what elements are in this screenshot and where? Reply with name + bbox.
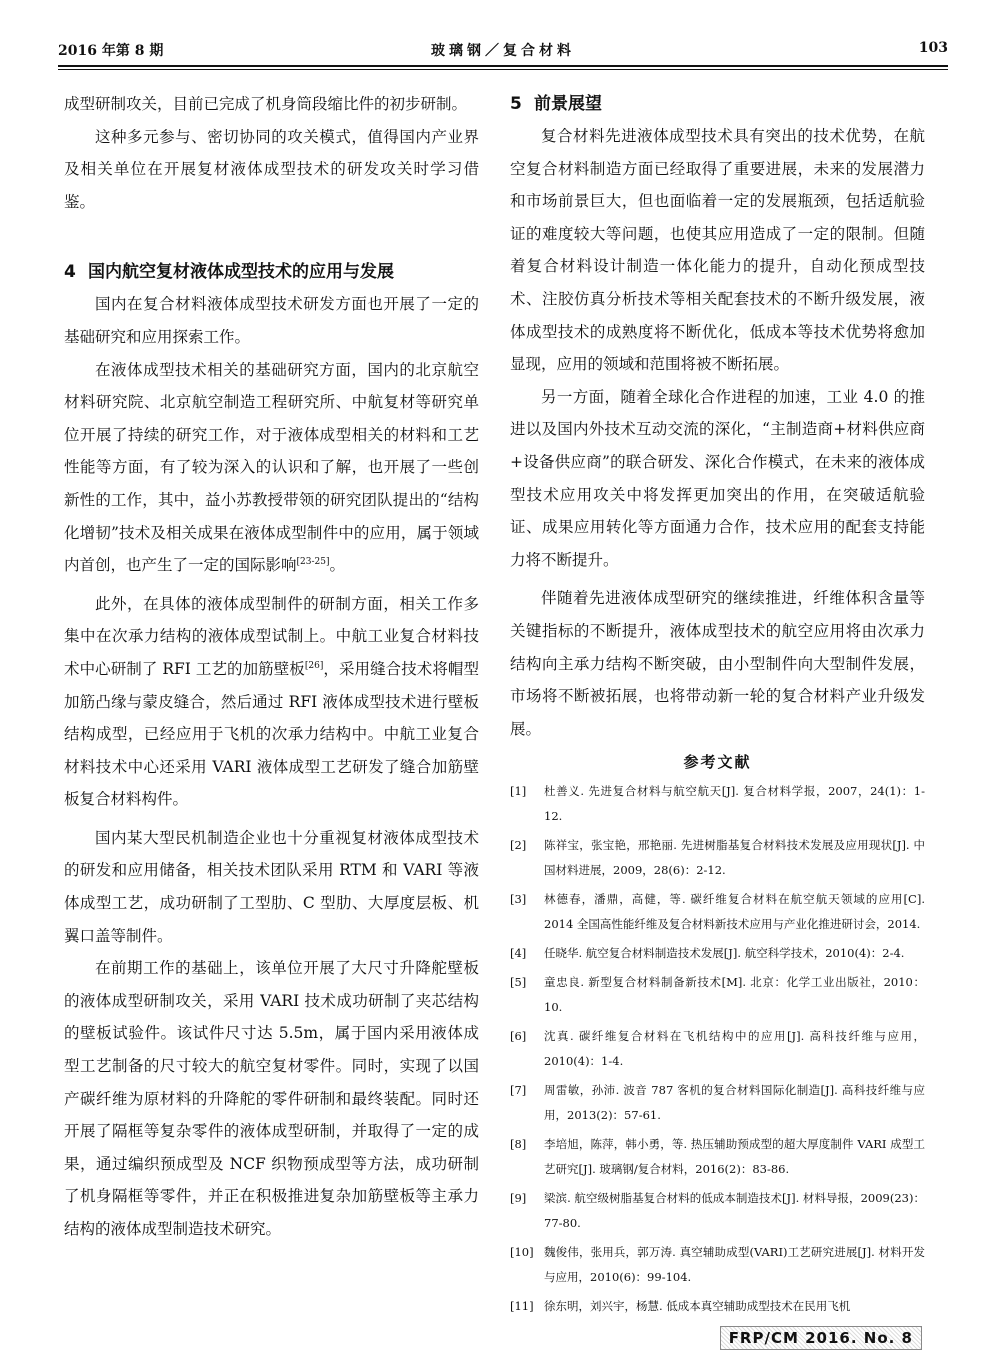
reference-item (510, 1294, 925, 1319)
reference-text: 李培旭，陈萍，韩小勇，等. 热压辅助预成型的超大厚度制件 VARI 成型工艺研究[J]. 玻璃钢/复合材料，2016(2)：83-86. (544, 1137, 925, 1177)
paragraph (64, 354, 479, 582)
section-title: 国内航空复材液体成型技术的应用与发展 (88, 262, 394, 283)
reference-text: 梁滨. 航空级树脂基复合材料的低成本制造技术[J]. 材料导报，2009(23)：77-80. (544, 1191, 925, 1231)
reference-text: 林德春，潘鼎，高健，等. 碳纤维复合材料在航空航天领域的应用[C]. 2014 全国高性能纤维及复合材料新技术应用与产业化推进研讨会，2014. (544, 892, 925, 932)
paragraph: 这种多元参与、密切协同的攻关模式，值得国内产业界及相关单位在开展复材液体成型技术的研发攻关时学习借鉴。 (64, 127, 479, 211)
paragraph: 成型研制攻关，目前已完成了机身筒段缩比件的初步研制。 (64, 95, 468, 113)
paragraph: 伴随着先进液体成型研究的继续推进，纤维体积含量等关键指标的不断提升，液体成型技术的航空应用将由次承力结构向主承力结构不断突破，由小型制件向大型制件发展，市场将不断被拓展，也将带动新一轮的复合材料产业升级发展。 (510, 589, 925, 738)
left-column (64, 88, 479, 1246)
section-number: 4 (64, 262, 76, 283)
reference-number: [3] (510, 892, 527, 907)
reference-number: [8] (510, 1137, 527, 1152)
reference-number: [5] (510, 975, 527, 990)
paragraph-text: 。 (329, 556, 345, 575)
paragraph-text: 在液体成型技术相关的基础研究方面，国内的北京航空材料研究院、北京航空制造工程研究所、中航复材等研究单位开展了持续的研究工作，对于液体成型相关的材料和工艺性能等方面，有了较为深入的认识和了解，也开展了一些创新性的工作，其中，益小苏教授带领的研究团队提出的“结构化增韧”技术及相关成果在液体成型制件中的应用，属于领域内首创，也产生了一定的国际影响 (64, 360, 479, 575)
reference-number: [1] (510, 784, 527, 799)
reference-item (510, 779, 925, 829)
reference-text: 周雷敏，孙沛. 波音 787 客机的复合材料国际化制造[J]. 高科技纤维与应用，2013(2)：57-61. (544, 1083, 925, 1123)
reference-text: 沈真. 碳纤维复合材料在飞机结构中的应用[J]. 高科技纤维与应用，2010(4)：1-4. (544, 1029, 925, 1069)
reference-number: [7] (510, 1083, 527, 1098)
page-number: 103 (918, 40, 948, 56)
reference-text: 陈祥宝，张宝艳，邢艳丽. 先进树脂基复合材料技术发展及应用现状[J]. 中国材料进展，2009，28(6)：2-12. (544, 838, 925, 878)
references-heading: 参考文献 (683, 753, 752, 772)
section-title: 前景展望 (534, 94, 602, 114)
paragraph: 另一方面，随着全球化合作进程的加速，工业 4.0 的推进以及国内外技术互动交流的深化，“主制造商+材料供应商+设备供应商”的联合研发、深化合作模式，在未来的液体成型技术应用攻关中将发挥更加突出的作用，在突破适航验证、成果应用转化等方面通力合作，技术应用的配套支持能力将不断提升。 (510, 387, 925, 569)
header-rule-thick (58, 65, 948, 67)
section-number: 5 (510, 94, 522, 114)
citation: [26] (304, 660, 324, 671)
reference-text: 魏俊伟，张用兵，郭万涛. 真空辅助成型(VARI)工艺研究进展[J]. 材料开发与应用，2010(6)：99-104. (544, 1245, 925, 1285)
reference-number: [9] (510, 1191, 527, 1206)
section-4-heading (64, 256, 479, 288)
reference-item (510, 1078, 925, 1128)
reference-item (510, 833, 925, 883)
reference-number: [4] (510, 946, 527, 961)
reference-text: 任晓华. 航空复合材料制造技术发展[J]. 航空科学技术，2010(4)：2-4. (544, 946, 905, 961)
section-5-heading (510, 88, 925, 120)
paragraph-text: 此外，在具体的液体成型制件的研制方面，相关工作多集中在次承力结构的液体成型试制上。中航工业复合材料技术中心研制了 RFI 工艺的加筋壁板 (64, 594, 479, 678)
reference-item (510, 1024, 925, 1074)
running-header (58, 40, 948, 66)
paragraph: 复合材料先进液体成型技术具有突出的技术优势，在航空复合材料制造方面已经取得了重要进展，未来的发展潜力和市场前景巨大，但也面临着一定的发展瓶颈，包括适航验证的难度较大等问题，也使其应用造成了一定的限制。但随着复合材料设计制造一体化能力的提升，自动化预成型技术、注胶仿真分析技术等相关配套技术的不断升级发展，液体成型技术的成熟度将不断优化，低成本等技术优势将愈加显现，应用的领域和范围将被不断拓展。 (510, 127, 925, 374)
reference-number: [2] (510, 838, 527, 853)
reference-item (510, 1132, 925, 1182)
paragraph: 在前期工作的基础上，该单位开展了大尺寸升降舵壁板的液体成型研制攻关，采用 VARI 技术成功研制了夹芯结构的壁板试验件。该试件尺寸达 5.5m，属于国内采用液体成型工艺制备的尺寸较大的航空复材零件。同时，实现了以国产碳纤维为原材料的升降舵的零件研制和最终装配。同时还开展了隔框等复杂零件的液体成型研制，并取得了一定的成果，通过编织预成型及 NCF 织物预成型等方法，成功研制了机身隔框等零件，并正在积极推进复杂加筋壁板等主承力结构的液体成型制造技术研究。 (64, 959, 479, 1238)
journal-title: 玻璃钢／复合材料 (431, 43, 575, 59)
reference-item (510, 941, 925, 966)
paragraph-text: ，采用缝合技术将帽型加筋凸缘与蒙皮缝合，然后通过 RFI 液体成型技术进行壁板结构成型，已经应用于飞机的次承力结构中。中航工业复合材料技术中心还采用 VARI 液体成型工艺研发了缝合加筋壁板复合材料构件。 (64, 659, 479, 809)
reference-list (510, 779, 925, 1319)
reference-item (510, 1240, 925, 1290)
reference-item (510, 970, 925, 1020)
citation: [23-25] (296, 556, 330, 567)
right-column (510, 88, 925, 1323)
issue-label: 2016 年第 8 期 (58, 43, 164, 59)
paragraph: 国内某大型民机制造企业也十分重视复材液体成型技术的研发和应用储备，相关技术团队采用 RTM 和 VARI 等液体成型工艺，成功研制了工型肋、C 型肋、大厚度层板、机翼口盖等制件。 (64, 828, 479, 945)
journal-footer-badge: FRP/CM 2016. No. 8 (720, 1326, 922, 1350)
paragraph (64, 588, 479, 816)
reference-text: 童忠良. 新型复合材料制备新技术[M]. 北京：化学工业出版社，2010：10. (544, 975, 925, 1015)
reference-item (510, 887, 925, 937)
reference-number: [6] (510, 1029, 527, 1044)
reference-number: [10] (510, 1245, 534, 1260)
paragraph: 国内在复合材料液体成型技术研发方面也开展了一定的基础研究和应用探索工作。 (64, 295, 479, 346)
reference-text: 杜善义. 先进复合材料与航空航天[J]. 复合材料学报，2007，24(1)：1-12. (544, 784, 925, 824)
reference-item (510, 1186, 925, 1236)
reference-number: [11] (510, 1299, 534, 1314)
header-rule-thin (58, 69, 948, 70)
reference-text: 徐东明，刘兴宇，杨慧. 低成本真空辅助成型技术在民用飞机 (544, 1299, 851, 1314)
